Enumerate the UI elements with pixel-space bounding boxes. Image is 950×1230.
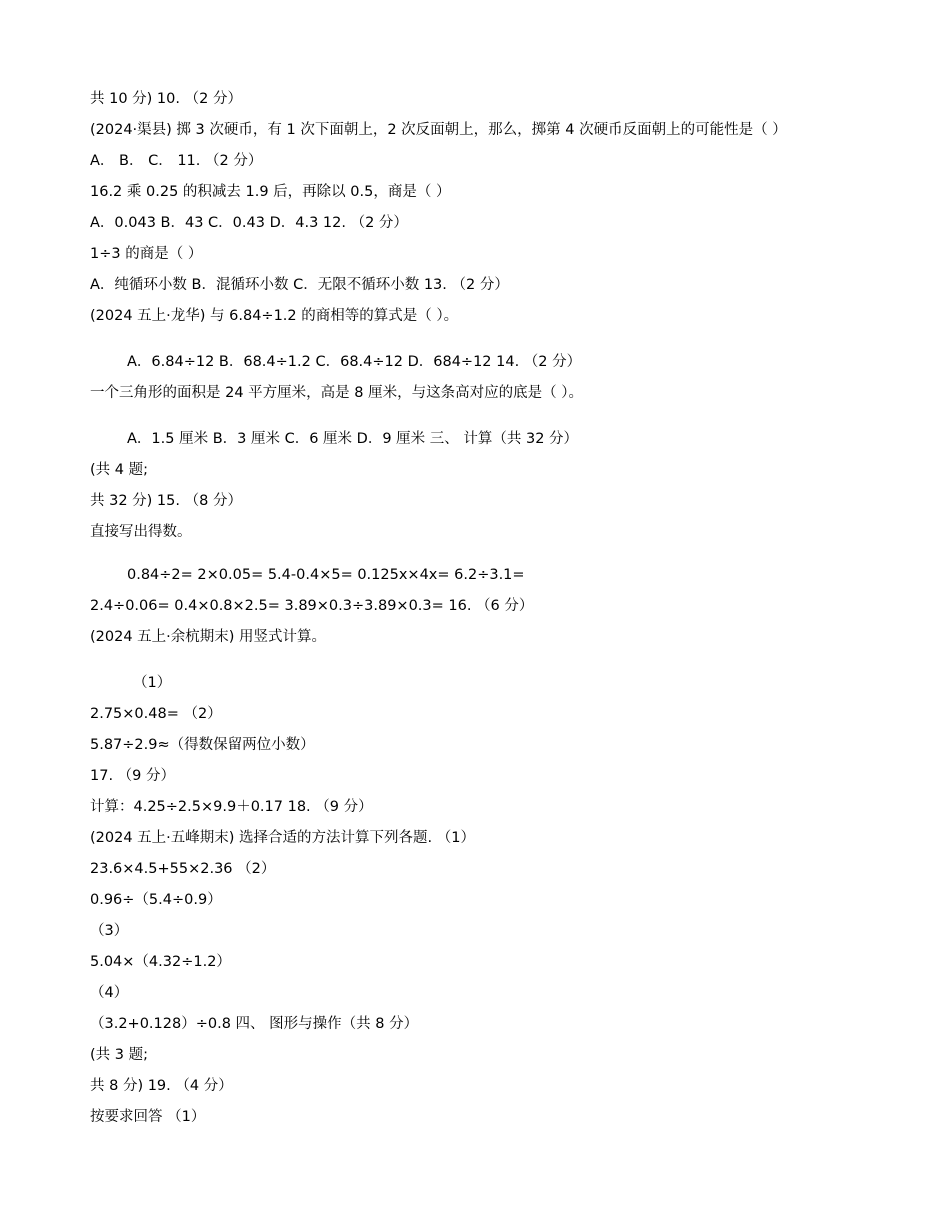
question-15-text: 直接写出得数。 (90, 524, 192, 540)
question-17-text: 计算：4.25÷2.5×9.9＋0.17 18. （9 分） (90, 799, 373, 815)
section-info: (共 3 题; (90, 1047, 148, 1063)
question-18-item-1: 23.6×4.5+55×2.36 （2） (90, 861, 276, 877)
question-18-item-2: 0.96÷（5.4÷0.9） (90, 892, 222, 908)
question-10-options: A． B． C． 11. （2 分） (90, 153, 263, 169)
question-14-options: A．1.5 厘米 B．3 厘米 C．6 厘米 D．9 厘米 三、 计算（共 32 分） (127, 431, 579, 447)
question-16-text: (2024 五上·余杭期末) 用竖式计算。 (90, 629, 327, 645)
question-19-header: 共 8 分) 19. （4 分） (90, 1078, 233, 1094)
question-13-text: (2024 五上·龙华) 与 6.84÷1.2 的商相等的算式是（ ）。 (90, 308, 459, 324)
question-17-header: 17. （9 分） (90, 768, 176, 784)
text-line: 共 10 分) 10. （2 分） (90, 91, 242, 107)
question-11-options: A．0.043 B．43 C．0.43 D．4.3 12. （2 分） (90, 215, 408, 231)
question-19-text: 按要求回答 （1） (90, 1109, 206, 1125)
question-16-item-1: 2.75×0.48= （2） (90, 706, 222, 722)
sub-question-4: （4） (90, 985, 129, 1001)
question-12-text: 1÷3 的商是（ ） (90, 246, 203, 262)
question-15-row-2: 2.4÷0.06= 0.4×0.8×2.5= 3.89×0.3÷3.89×0.3= 16. （6 分） (90, 598, 534, 614)
question-11-text: 16.2 乘 0.25 的积减去 1.9 后，再除以 0.5，商是（ ） (90, 184, 451, 200)
question-15-header: 共 32 分) 15. （8 分） (90, 493, 242, 509)
question-15-row-1: 0.84÷2= 2×0.05= 5.4-0.4×5= 0.125x×4x= 6.2÷3.1= (127, 567, 525, 583)
question-14-text: 一个三角形的面积是 24 平方厘米，高是 8 厘米，与这条高对应的底是（ ）。 (90, 385, 583, 401)
question-16-item-2: 5.87÷2.9≈（得数保留两位小数） (90, 737, 315, 753)
question-18-text: (2024 五上·五峰期末) 选择合适的方法计算下列各题. （1） (90, 830, 475, 846)
question-18-item-4: （3.2+0.128）÷0.8 四、 图形与操作（共 8 分） (90, 1016, 419, 1032)
section-info: (共 4 题; (90, 462, 148, 478)
question-10-text: (2024·渠县) 掷 3 次硬币，有 1 次下面朝上，2 次反面朝上，那么，掷第 4 次硬币反面朝上的可能性是（ ） (90, 122, 787, 138)
question-13-options: A．6.84÷12 B．68.4÷1.2 C．68.4÷12 D．684÷12 14. （2 分） (127, 354, 582, 370)
question-12-options: A．纯循环小数 B．混循环小数 C．无限不循环小数 13. （2 分） (90, 277, 509, 293)
sub-question-3: （3） (90, 923, 129, 939)
sub-question-1: （1） (133, 675, 172, 691)
question-18-item-3: 5.04×（4.32÷1.2） (90, 954, 231, 970)
